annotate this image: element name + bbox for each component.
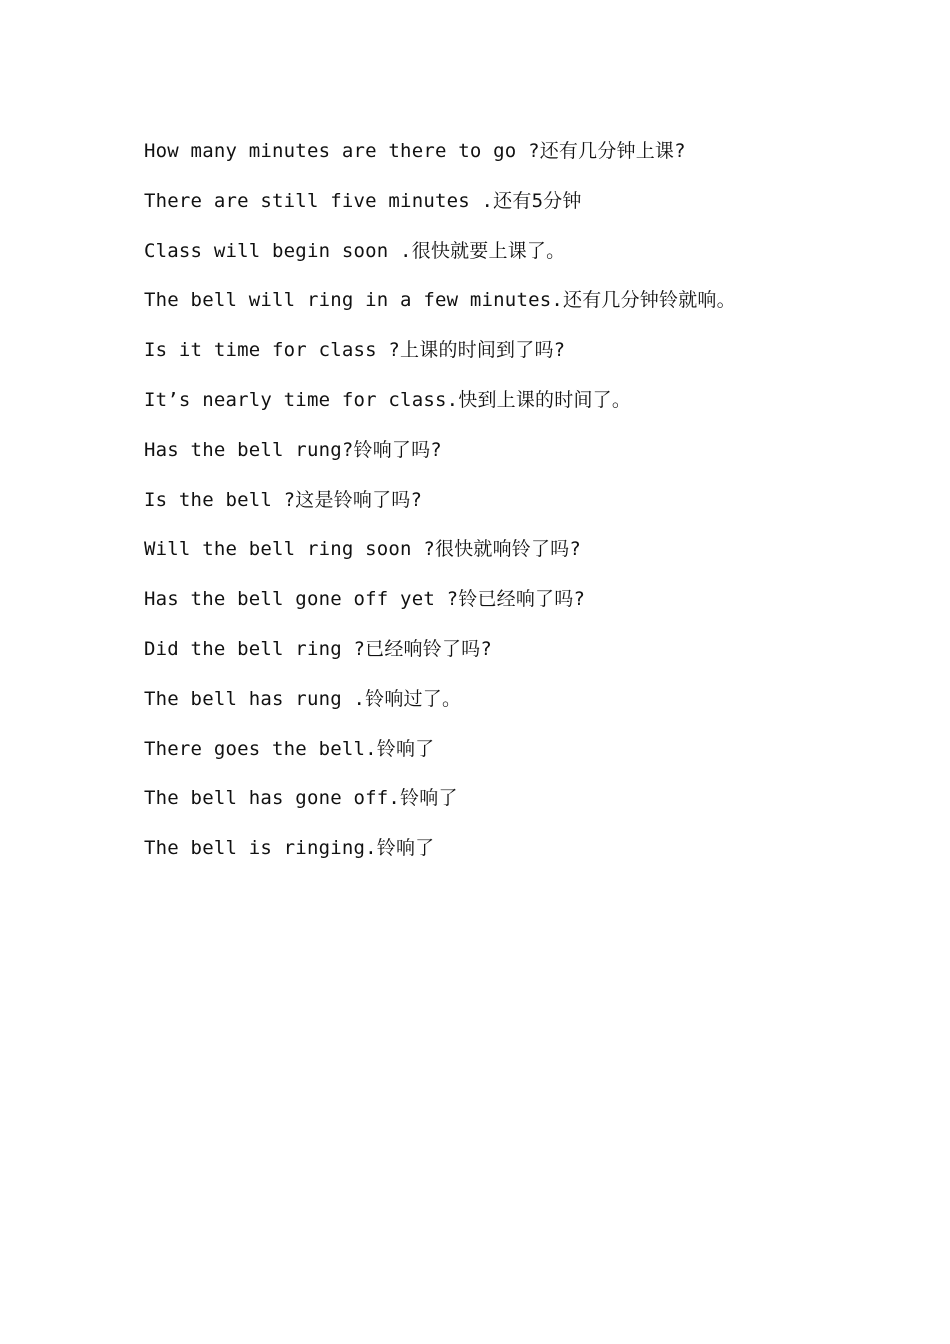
- phrase-line: It’s nearly time for class.快到上课的时间了。: [144, 388, 632, 411]
- phrase-line: There are still five minutes .还有5分钟: [144, 189, 582, 212]
- phrase-line: Class will begin soon .很快就要上课了。: [144, 239, 566, 262]
- phrase-line: Is the bell ?这是铃响了吗?: [144, 488, 423, 511]
- phrase-line: There goes the bell.铃响了: [144, 737, 435, 760]
- phrase-line: Has the bell rung?铃响了吗?: [144, 438, 442, 461]
- phrase-line: The bell has gone off.铃响了: [144, 787, 458, 810]
- phrase-line: Has the bell gone off yet ?铃已经响了吗?: [144, 588, 586, 611]
- phrase-line: The bell is ringing.铃响了: [144, 837, 435, 860]
- phrase-line: The bell will ring in a few minutes.还有几分钟铃就响。: [144, 289, 736, 312]
- phrase-line: Will the bell ring soon ?很快就响铃了吗?: [144, 538, 582, 561]
- phrase-line: Did the bell ring ?已经响铃了吗?: [144, 637, 492, 660]
- phrase-line: The bell has rung .铃响过了。: [144, 687, 462, 710]
- phrase-list: [144, 138, 864, 885]
- phrase-line: How many minutes are there to go ?还有几分钟上课?: [144, 140, 686, 162]
- phrase-line: Is it time for class ?上课的时间到了吗?: [144, 339, 566, 362]
